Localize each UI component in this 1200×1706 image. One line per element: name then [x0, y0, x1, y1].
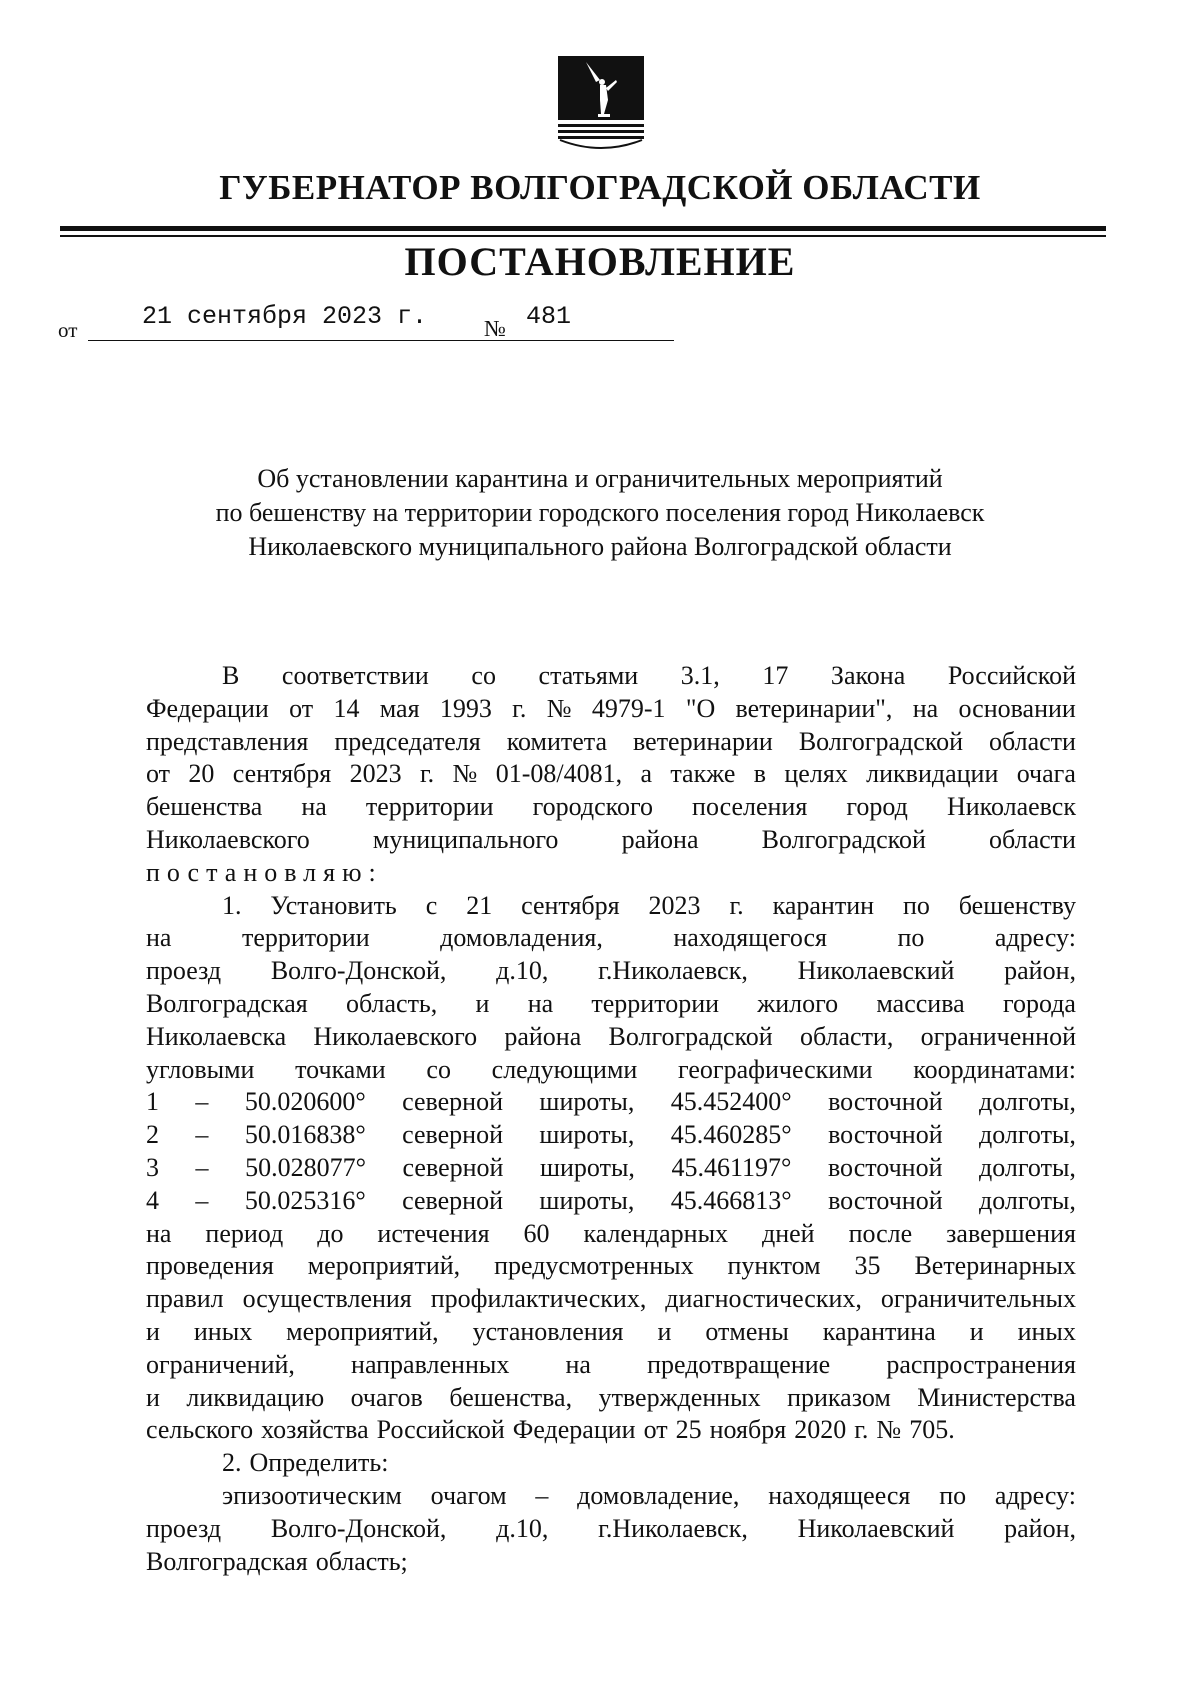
body-word: от — [289, 693, 314, 723]
header-rule-thin — [60, 235, 1106, 237]
body-word: домовладения, — [440, 923, 603, 953]
body-word: осуществления — [242, 1284, 412, 1314]
body-word: Волго-Донской, — [270, 1513, 447, 1543]
body-word: № — [546, 693, 572, 723]
body-word: истечения — [377, 1218, 490, 1248]
body-word: представления — [146, 726, 309, 756]
body-line — [146, 1021, 1076, 1054]
body-word: восточной — [827, 1152, 943, 1182]
body-word: ограничительных — [880, 1284, 1076, 1314]
body-word: мая — [379, 693, 420, 723]
body-word: от — [643, 1415, 668, 1445]
body-word: г. — [729, 890, 744, 920]
body-word: северной — [402, 1152, 504, 1182]
body-word: территории — [241, 923, 370, 953]
body-word: находящееся — [768, 1480, 911, 1510]
body-word: 17 — [762, 661, 789, 690]
body-line — [146, 726, 1076, 759]
body-word: "О — [685, 693, 716, 723]
body-word: правил — [146, 1284, 224, 1314]
body-line — [146, 1447, 1076, 1480]
body-word: отмены — [705, 1316, 789, 1346]
body-word: г. — [419, 759, 435, 789]
body-word: от — [146, 759, 171, 789]
body-word: области — [989, 726, 1076, 756]
body-word: иных — [193, 1316, 253, 1346]
body-word: адресу: — [994, 923, 1076, 953]
body-line — [146, 988, 1076, 1021]
body-word: очагом — [430, 1480, 507, 1510]
body-word: со — [471, 661, 496, 690]
body-word: район, — [1004, 1513, 1076, 1543]
body-line — [146, 1283, 1076, 1316]
body-word: Николаевска — [146, 1021, 287, 1051]
body-word: 45.466813° — [670, 1185, 792, 1215]
body-word: г. — [854, 1415, 869, 1445]
body-word: района — [504, 1021, 582, 1051]
body-word: район, — [1004, 956, 1076, 986]
body-word: – — [195, 1185, 209, 1215]
body-word: Министерства — [917, 1382, 1076, 1412]
body-word: основании — [958, 693, 1076, 723]
body-word: бешенства — [146, 792, 263, 822]
body-word: широты, — [539, 1120, 635, 1150]
body-word: на — [146, 923, 172, 953]
body-word: на — [912, 693, 939, 723]
body-word: Установить — [270, 890, 397, 920]
body-line — [146, 922, 1076, 955]
body-word: территории — [365, 792, 494, 822]
body-word: мероприятий, — [307, 1251, 461, 1281]
body-word: Волгоградской — [798, 726, 964, 756]
body-word: 14 — [333, 693, 360, 723]
body-word: Российской — [947, 661, 1076, 690]
body-word: 2020 — [794, 1415, 847, 1445]
body-line — [146, 1480, 1076, 1513]
body-word: ветеринарии", — [735, 693, 893, 723]
body-line — [146, 1349, 1076, 1382]
body-word: установления — [472, 1316, 624, 1346]
body-word: в — [753, 759, 767, 789]
body-word: Николаевского — [313, 1021, 478, 1051]
body-word: города — [1002, 988, 1076, 1018]
body-word: утвержденных — [598, 1382, 761, 1412]
body-word: направленных — [351, 1349, 510, 1379]
body-word: 50.028077° — [245, 1152, 366, 1182]
title-line: по бешенству на территории городского поселения город Николаевск — [215, 498, 985, 527]
body-word: восточной — [828, 1120, 943, 1150]
body-line — [146, 791, 1076, 824]
body-word: широты, — [539, 1152, 635, 1182]
body-word: г. — [512, 693, 527, 723]
body-word: северной — [402, 1120, 504, 1150]
body-word: комитета — [506, 726, 608, 756]
body-word: Волгоградской — [761, 824, 926, 854]
body-word: № — [876, 1415, 902, 1445]
volgograd-emblem-icon — [546, 56, 656, 156]
body-word: ограничений, — [146, 1349, 295, 1379]
body-word: области, — [799, 1021, 894, 1051]
body-word: ликвидации — [866, 759, 999, 789]
body-word: Николаевск — [946, 792, 1076, 822]
body-word: поселения — [692, 792, 808, 822]
body-word: председателя — [334, 726, 481, 756]
body-word: 25 — [675, 1415, 702, 1445]
body-line — [146, 1546, 1076, 1579]
body-word: по — [939, 1480, 967, 1510]
body-line — [146, 1414, 1076, 1447]
body-word: массива — [876, 988, 965, 1018]
body-word: района — [621, 824, 699, 854]
document-body — [146, 660, 1076, 1578]
body-line — [146, 1250, 1076, 1283]
body-word: городского — [532, 792, 653, 822]
body-word: № — [452, 759, 478, 789]
body-word: по — [897, 923, 925, 953]
body-word: – — [535, 1480, 549, 1510]
body-line — [146, 1185, 1076, 1218]
body-word: пунктом — [727, 1251, 821, 1281]
body-word: целях — [784, 759, 848, 789]
body-word: и — [969, 1316, 984, 1346]
body-word: 60 — [523, 1218, 550, 1248]
date-field — [88, 300, 528, 341]
body-word: на — [146, 1218, 172, 1248]
body-word: 3.1, — [680, 661, 720, 690]
body-word: бешенства, — [449, 1382, 573, 1412]
body-word: проезд — [146, 956, 222, 986]
body-word: проведения — [146, 1251, 274, 1281]
number-prefix: № — [484, 316, 506, 341]
body-word: на — [301, 792, 327, 822]
body-word: иных — [1017, 1316, 1076, 1346]
body-word: карантина — [822, 1316, 936, 1346]
body-word: северной — [402, 1087, 504, 1117]
body-word: со — [426, 1054, 451, 1084]
body-line — [146, 693, 1076, 726]
body-word: Закона — [830, 661, 906, 690]
body-word: и — [475, 988, 490, 1018]
body-word: и — [657, 1316, 672, 1346]
body-word: жилого — [757, 988, 839, 1018]
body-line — [146, 1382, 1076, 1415]
body-word: с — [425, 890, 438, 920]
body-word: 705. — [909, 1415, 955, 1445]
body-word: а — [640, 759, 653, 789]
date-prefix: от — [58, 318, 78, 342]
body-word: Николаевский — [797, 1513, 955, 1543]
body-word: ноября — [709, 1415, 787, 1445]
date-value: 21 сентября 2023 г. — [142, 302, 428, 331]
body-word: г.Николаевск, — [598, 956, 748, 986]
body-line — [146, 1316, 1076, 1349]
body-word: дней — [762, 1218, 815, 1248]
body-word: 2 — [146, 1120, 159, 1150]
body-line — [146, 1119, 1076, 1152]
body-word: Волгоградской — [608, 1021, 773, 1051]
body-word: адресу: — [994, 1480, 1076, 1510]
body-word: Определить: — [249, 1448, 389, 1478]
body-word: Волго-Донской, — [270, 956, 447, 986]
body-line — [146, 1218, 1076, 1251]
body-word: 20 — [188, 759, 215, 789]
body-word: территории — [591, 988, 720, 1018]
body-word: Волгоградская — [146, 1546, 308, 1576]
body-word: Николаевского — [146, 824, 310, 854]
title-line: Николаевского муниципального района Волгоградской области — [248, 532, 952, 561]
body-line: постановляю: — [146, 857, 383, 887]
body-word: профилактических, — [430, 1284, 647, 1314]
body-word: – — [195, 1152, 209, 1182]
body-word: предусмотренных — [494, 1251, 694, 1281]
body-word: соответствии — [281, 661, 429, 690]
body-word: ликвидацию — [186, 1382, 325, 1412]
body-word: 2023 — [349, 759, 402, 789]
body-word: сентября — [521, 890, 620, 920]
body-word: точками — [295, 1054, 386, 1084]
body-word: 3 — [146, 1152, 159, 1182]
body-word: до — [317, 1218, 344, 1248]
body-word: очагов — [350, 1382, 423, 1412]
body-word: Николаевский — [797, 956, 955, 986]
body-word: долготы, — [979, 1185, 1076, 1215]
body-word: д.10, — [496, 956, 549, 986]
body-word: 45.461197° — [671, 1152, 792, 1182]
number-field — [510, 300, 674, 341]
body-word: Федерации — [146, 693, 269, 723]
body-word: д.10, — [496, 1513, 549, 1543]
body-word: 21 — [466, 890, 493, 920]
body-word: хозяйства — [261, 1415, 369, 1445]
body-word: следующими — [491, 1054, 638, 1084]
body-word: муниципального — [372, 824, 559, 854]
body-line — [146, 758, 1076, 791]
body-word: 1 — [146, 1087, 159, 1117]
body-word: области — [989, 824, 1076, 854]
body-word: – — [195, 1087, 209, 1117]
header-rule-thick — [60, 226, 1106, 231]
body-word: 50.025316° — [244, 1185, 366, 1215]
body-word: календарных — [583, 1218, 729, 1248]
body-word: предотвращение — [647, 1349, 831, 1379]
body-word: 1993 — [439, 693, 492, 723]
body-word: и — [146, 1316, 160, 1346]
body-line — [146, 955, 1076, 988]
body-line — [146, 1513, 1076, 1546]
body-word: географическими — [678, 1054, 873, 1084]
body-word: Волгоградская — [146, 988, 308, 1018]
body-word: Ветеринарных — [914, 1251, 1076, 1281]
body-word: по — [902, 890, 930, 920]
body-word: 50.020600° — [244, 1087, 366, 1117]
body-word: сельского — [146, 1415, 254, 1445]
body-word: карантин — [772, 890, 875, 920]
body-word: 35 — [854, 1251, 881, 1281]
body-word: долготы, — [979, 1120, 1076, 1150]
body-word: Федерации — [512, 1415, 636, 1445]
body-word: – — [195, 1120, 209, 1150]
body-word: 01-08/4081, — [495, 759, 623, 789]
body-word: 4979-1 — [591, 693, 666, 723]
body-word: В — [222, 661, 240, 690]
body-word: область; — [315, 1546, 408, 1576]
body-word: город — [846, 792, 908, 822]
body-word: период — [205, 1218, 284, 1248]
body-word: 1. — [222, 890, 242, 920]
body-word: находящегося — [673, 923, 827, 953]
body-word: мероприятий, — [286, 1316, 439, 1346]
body-line — [146, 1152, 1076, 1185]
body-word: диагностических, — [665, 1284, 862, 1314]
document-type: ПОСТАНОВЛЕНИЕ — [404, 239, 796, 284]
body-word: домовладение, — [577, 1480, 740, 1510]
body-line — [146, 1054, 1076, 1087]
body-word: координатами: — [913, 1054, 1076, 1084]
body-line — [146, 890, 1076, 923]
body-word: проезд — [146, 1513, 222, 1543]
body-line — [146, 824, 1076, 857]
body-word: Российской — [376, 1415, 505, 1445]
body-word: 45.460285° — [670, 1120, 792, 1150]
body-word: северной — [402, 1185, 504, 1215]
body-word: широты, — [539, 1087, 635, 1117]
body-word: также — [670, 759, 736, 789]
title-line: Об установлении карантина и ограничительных мероприятий — [257, 464, 943, 493]
body-line — [146, 1086, 1076, 1119]
body-word: 50.016838° — [244, 1120, 366, 1150]
body-word: сентября — [232, 759, 332, 789]
body-word: угловыми — [146, 1054, 255, 1084]
body-line — [146, 660, 1076, 693]
body-word: 4 — [146, 1185, 159, 1215]
body-word: 2023 — [648, 890, 701, 920]
number-value: 481 — [526, 302, 572, 331]
body-word: г.Николаевск, — [598, 1513, 748, 1543]
body-word: 2. — [222, 1448, 242, 1478]
body-word: долготы, — [979, 1152, 1076, 1182]
body-word: завершения — [946, 1218, 1076, 1248]
body-word: после — [848, 1218, 913, 1248]
body-word: долготы, — [979, 1087, 1076, 1117]
body-word: эпизоотическим — [222, 1480, 402, 1510]
body-word: бешенству — [958, 890, 1076, 920]
issuing-authority: ГУБЕРНАТОР ВОЛГОГРАДСКОЙ ОБЛАСТИ — [219, 168, 981, 207]
body-word: восточной — [828, 1087, 943, 1117]
body-word: приказом — [787, 1382, 891, 1412]
body-word: на — [527, 988, 554, 1018]
body-word: на — [565, 1349, 591, 1379]
body-word: область, — [345, 988, 438, 1018]
body-word: статьями — [538, 661, 639, 690]
body-word: ветеринарии — [633, 726, 773, 756]
body-word: 45.452400° — [670, 1087, 792, 1117]
document-title — [0, 462, 1200, 564]
body-word: ограниченной — [920, 1021, 1076, 1051]
body-word: распространения — [886, 1349, 1076, 1379]
date-number-line — [58, 300, 758, 350]
body-word: восточной — [828, 1185, 943, 1215]
body-word: и — [146, 1382, 160, 1412]
body-word: очага — [1016, 759, 1076, 789]
body-word: широты, — [539, 1185, 635, 1215]
